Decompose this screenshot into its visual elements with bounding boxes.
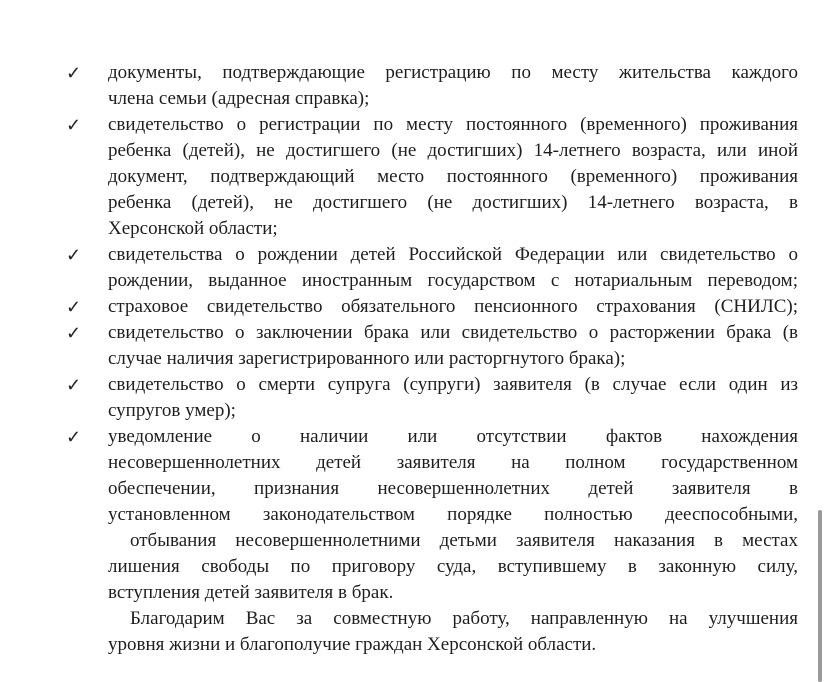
checkmark-icon: ✓	[66, 115, 82, 135]
checkmark-icon: ✓	[66, 375, 82, 395]
list-item	[64, 112, 798, 242]
text-line: несовершеннолетних детей заявителя на полном государственном	[108, 452, 798, 473]
text-line: Благодарим Вас за совместную работу, направленную на улучшения	[130, 608, 798, 629]
checkmark-icon: ✓	[66, 297, 82, 317]
list-item	[64, 294, 798, 320]
text-line: документ, подтверждающий место постоянного (временного) проживания	[108, 166, 798, 187]
text-line: вступления детей заявителя в брак.	[108, 582, 394, 603]
list-item	[64, 372, 798, 424]
text-line: уровня жизни и благополучие граждан Херсонской области.	[108, 634, 597, 655]
list-item	[64, 424, 798, 606]
text-line: свидетельство о заключении брака или свидетельство о расторжении брака (в	[108, 322, 798, 343]
text-line: уведомление о наличии или отсутствии фактов нахождения	[108, 426, 798, 447]
text-line: установленном законодательством порядке полностью дееспособными,	[108, 504, 798, 525]
text-line: документы, подтверждающие регистрацию по месту жительства каждого	[108, 62, 798, 83]
closing-paragraph	[108, 606, 798, 658]
text-line: свидетельство о регистрации по месту постоянного (временного) проживания	[108, 114, 798, 135]
required-documents-list	[64, 60, 798, 606]
checkmark-icon: ✓	[66, 427, 82, 447]
text-line: случае наличия зарегистрированного или расторгнутого брака);	[108, 348, 626, 369]
text-line: супругов умер);	[108, 400, 236, 421]
text-line: свидетельства о рождении детей Российской Федерации или свидетельство о	[108, 244, 798, 265]
checkmark-icon: ✓	[66, 323, 82, 343]
text-line: ребенка (детей), не достигшего (не достигших) 14-летнего возраста, или иной	[108, 140, 798, 161]
text-line: отбывания несовершеннолетними детьми заявителя наказания в местах	[130, 530, 798, 551]
checkmark-icon: ✓	[66, 245, 82, 265]
text-line: рождении, выданное иностранным государством с нотариальным переводом;	[108, 270, 798, 291]
text-line: лишения свободы по приговору суда, вступившему в законную силу,	[108, 556, 798, 577]
list-item	[64, 60, 798, 112]
text-line: страховое свидетельство обязательного пенсионного страхования (СНИЛС);	[108, 296, 798, 317]
vertical-scrollbar[interactable]	[818, 510, 822, 682]
list-item	[64, 320, 798, 372]
text-line: Херсонской области;	[108, 218, 278, 239]
text-line: ребенка (детей), не достигшего (не достигших) 14-летнего возраста, в	[108, 192, 798, 213]
text-line: обеспечении, признания несовершеннолетних детей заявителя в	[108, 478, 798, 499]
text-line: свидетельство о смерти супруга (супруги) заявителя (в случае если один из	[108, 374, 798, 395]
checkmark-icon: ✓	[66, 63, 82, 83]
text-line: члена семьи (адресная справка);	[108, 88, 370, 109]
list-item	[64, 242, 798, 294]
